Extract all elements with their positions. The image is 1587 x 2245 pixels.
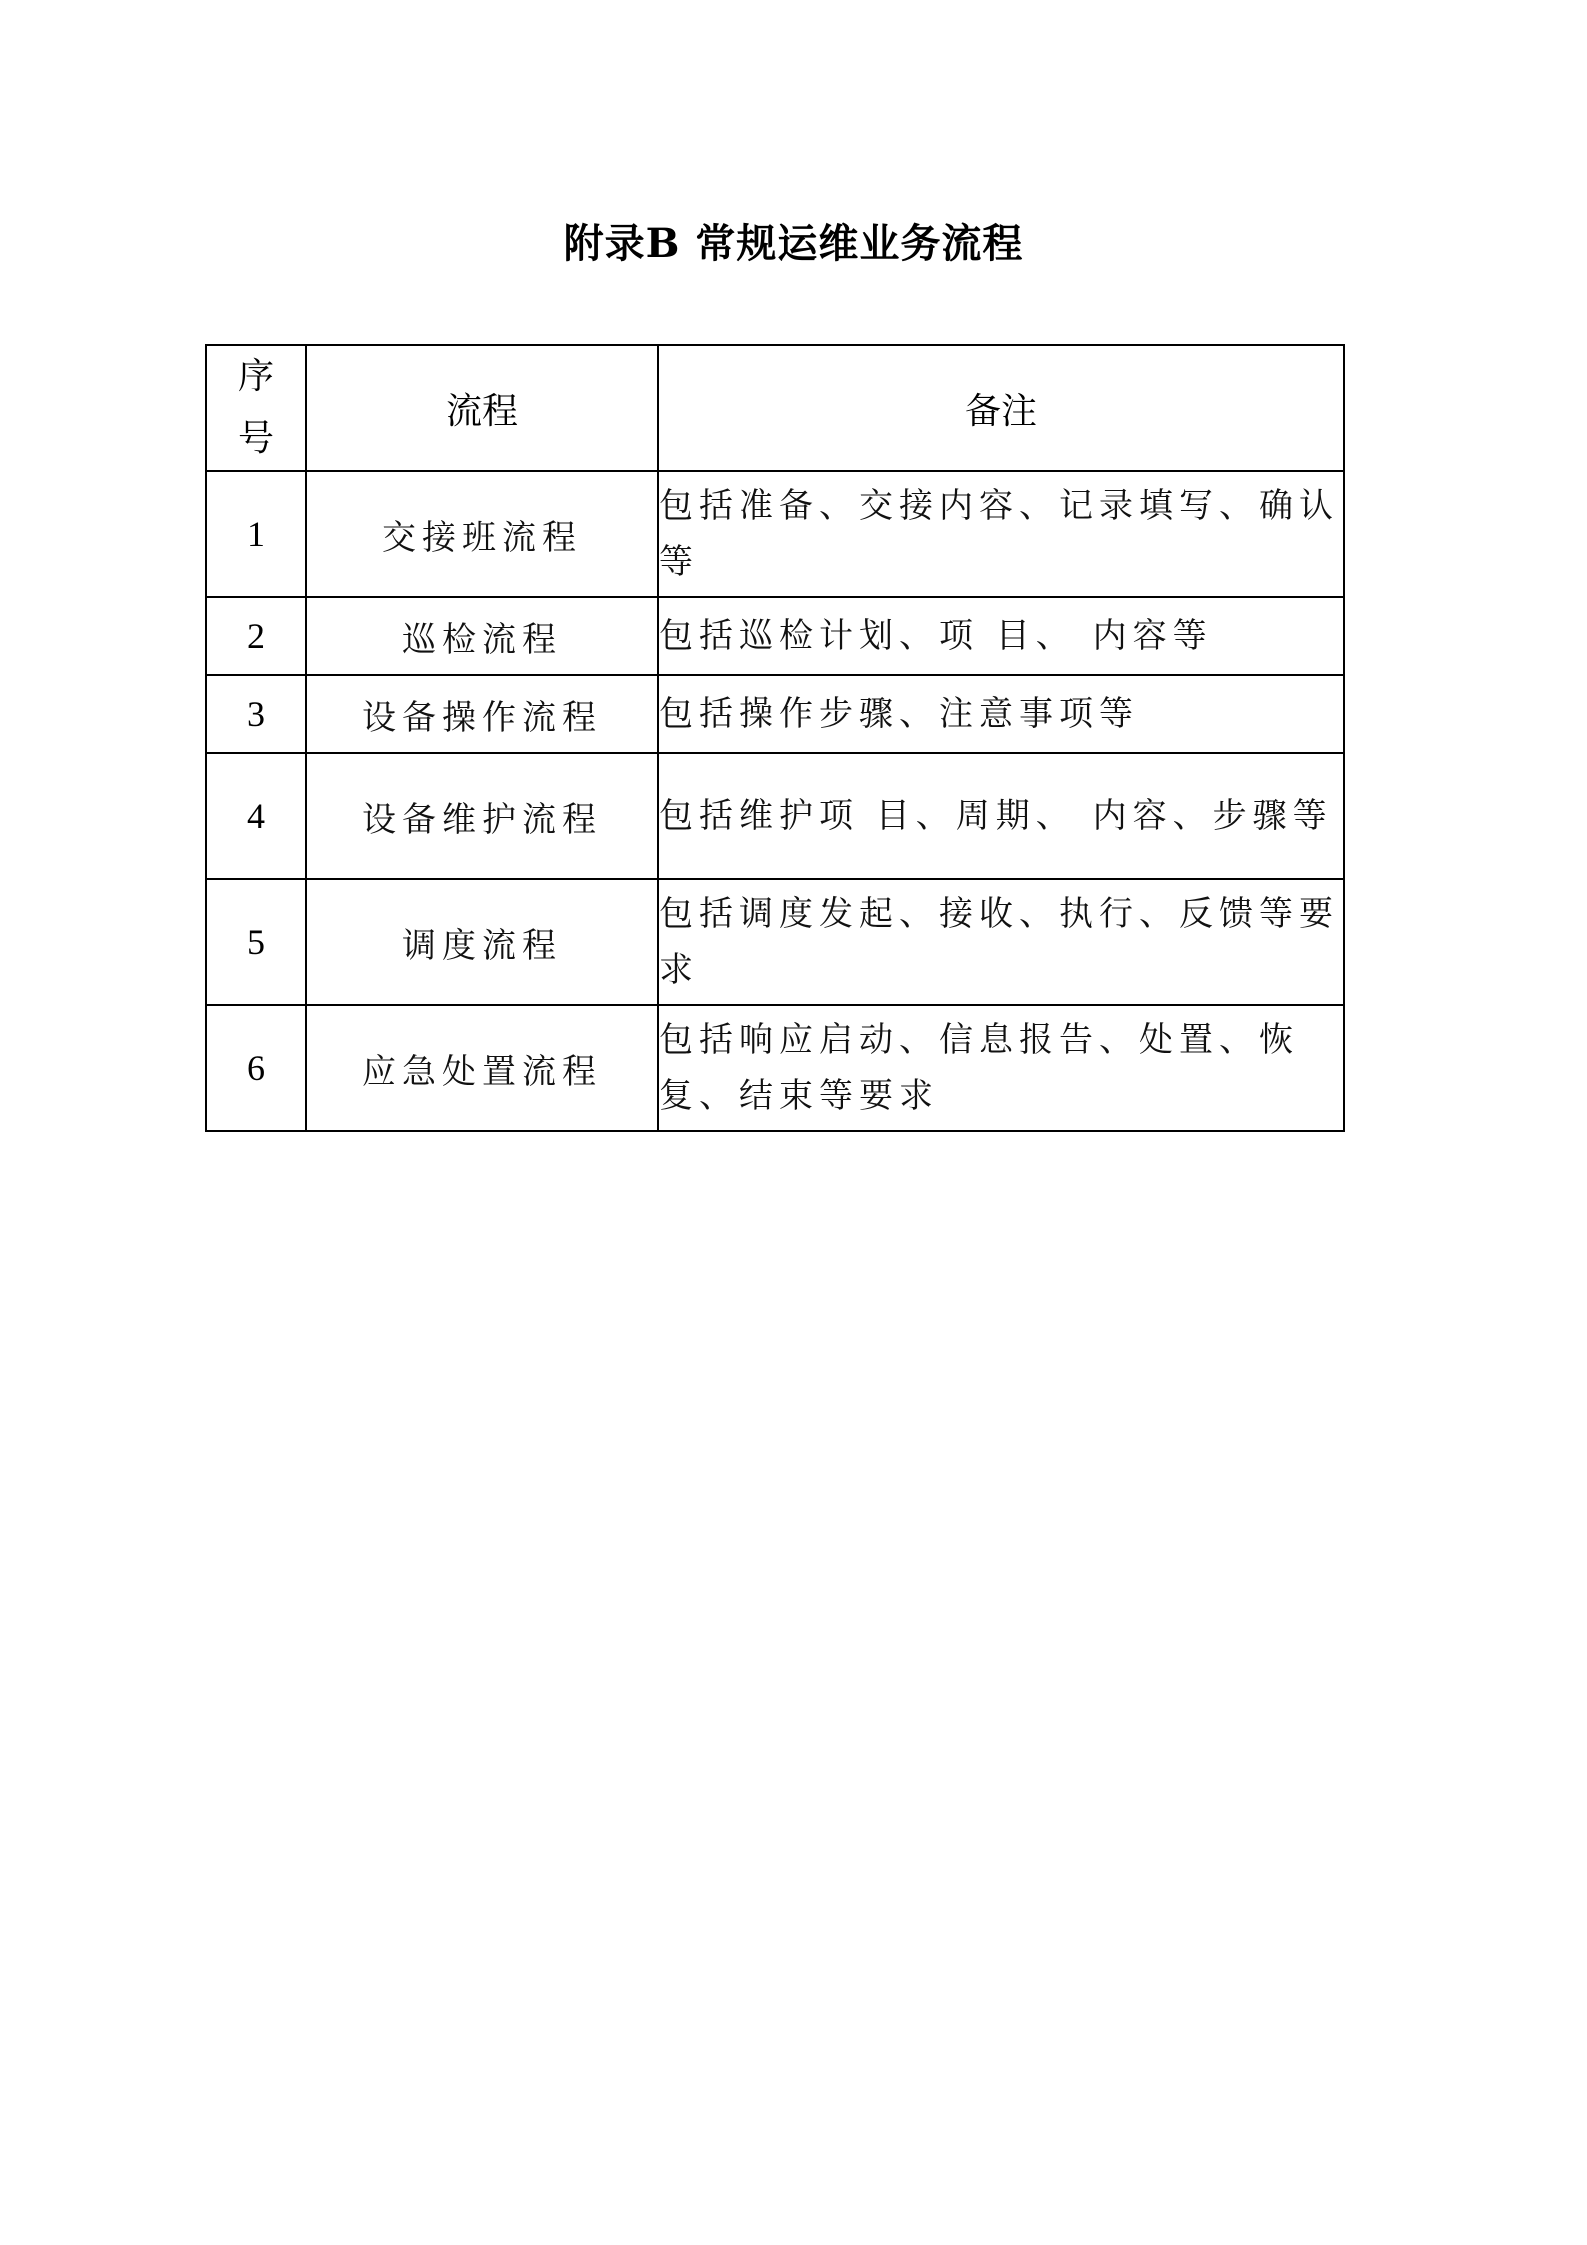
row-seq: 6 xyxy=(206,1005,306,1131)
row-seq: 1 xyxy=(206,471,306,597)
table-row xyxy=(206,753,1344,879)
row-process: 应急处置流程 xyxy=(306,1005,658,1131)
row-remarks: 包括维护项 目、周期、 内容、步骤等 xyxy=(658,753,1344,879)
row-remarks: 包括操作步骤、注意事项等 xyxy=(658,675,1344,753)
row-seq: 5 xyxy=(206,879,306,1005)
table-row xyxy=(206,675,1344,753)
row-seq: 4 xyxy=(206,753,306,879)
row-seq: 2 xyxy=(206,597,306,675)
table-row xyxy=(206,597,1344,675)
row-process: 调度流程 xyxy=(306,879,658,1005)
row-remarks: 包括调度发起、接收、执行、反馈等要求 xyxy=(658,879,1344,1005)
row-process: 交接班流程 xyxy=(306,471,658,597)
header-seq xyxy=(206,345,306,471)
row-remarks: 包括准备、交接内容、记录填写、确认等 xyxy=(658,471,1344,597)
row-seq: 3 xyxy=(206,675,306,753)
row-remarks: 包括巡检计划、项 目、 内容等 xyxy=(658,597,1344,675)
page-title: 附录B 常规运维业务流程 xyxy=(563,220,1024,267)
header-seq-line1: 序 xyxy=(237,356,274,397)
header-process: 流程 xyxy=(306,345,658,471)
table-row xyxy=(206,471,1344,597)
row-process: 巡检流程 xyxy=(306,597,658,675)
row-remarks: 包括响应启动、信息报告、处置、恢复、结束等要求 xyxy=(658,1005,1344,1131)
table-row xyxy=(206,879,1344,1005)
table-row xyxy=(206,1005,1344,1131)
header-seq-line2: 号 xyxy=(237,418,274,459)
row-process: 设备操作流程 xyxy=(306,675,658,753)
row-process: 设备维护流程 xyxy=(306,753,658,879)
header-remarks: 备注 xyxy=(658,345,1344,471)
table-header-row xyxy=(206,345,1344,471)
process-table xyxy=(205,344,1345,1132)
